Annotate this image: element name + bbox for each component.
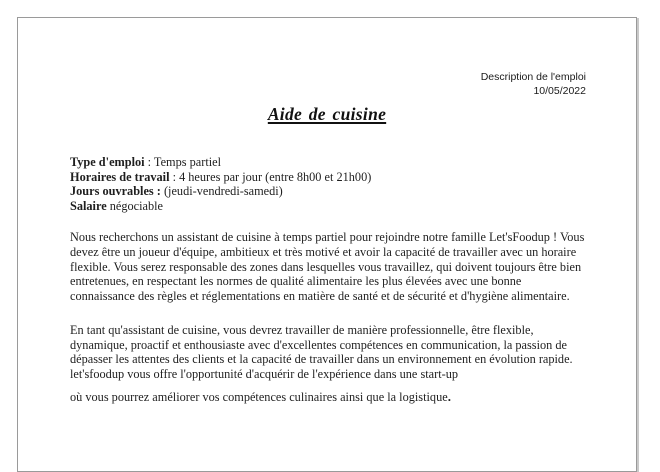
job-details-block [70,155,588,213]
detail-label: Jours ouvrables : [70,184,161,199]
detail-row-days [70,184,588,199]
detail-label: Horaires de travail [70,169,170,184]
detail-row-type [70,155,588,170]
detail-row-hours [70,170,588,185]
header-doc-type: Description de l'emploi [480,71,586,83]
header-date: 10/05/2022 [533,84,586,97]
closing-period: . [447,388,451,404]
detail-value: : 4 heures par jour (entre 8h00 et 21h00) [169,169,372,184]
job-description-page [17,17,637,472]
detail-row-salary [70,199,588,214]
detail-value: (jeudi-vendredi-samedi) [160,184,283,199]
detail-value: : Temps partiel [144,155,222,169]
detail-label: Salaire [70,198,107,213]
document-body [18,155,636,404]
detail-value: négociable [106,198,164,213]
detail-label: Type d'emploi [70,155,145,169]
document-header [18,71,636,98]
paragraph-intro: Nous recherchons un assistant de cuisine à temps partiel pour rejoindre notre famille Let'sFoodup ! Vous devez être un joueur d'équipe, ambitieux et très motivé et avoir la capacité de travailler avec un horaire flexible. Vous serez responsable des zones dans lesquelles vous travaillez, qui doivent toujours être bien entretenues, en respectant les normes de qualité alimentaire les plus élevées avec une bonne connaissance des règles et réglementations en matière de santé et de sécurité et d'hygiène alimentaire. [70,230,585,304]
page-title: Aide de cuisine [267,104,387,124]
paragraph-requirements: En tant qu'assistant de cuisine, vous devrez travailler de manière professionnelle, être flexible, dynamique, proactif et enthousiaste avec d'excellentes compétences en communication, la passion de dépasser les attentes des clients et la capacité de travailler dans un environnement en évolution rapide. let'sfoodup vous offre l'opportunité d'acquérir de l'expérience dans une start-up [70,322,573,381]
closing-text: où vous pourrez améliorer vos compétences culinaires ainsi que la logistique [70,389,448,404]
paragraph-closing [70,390,588,405]
title-container [18,104,636,125]
